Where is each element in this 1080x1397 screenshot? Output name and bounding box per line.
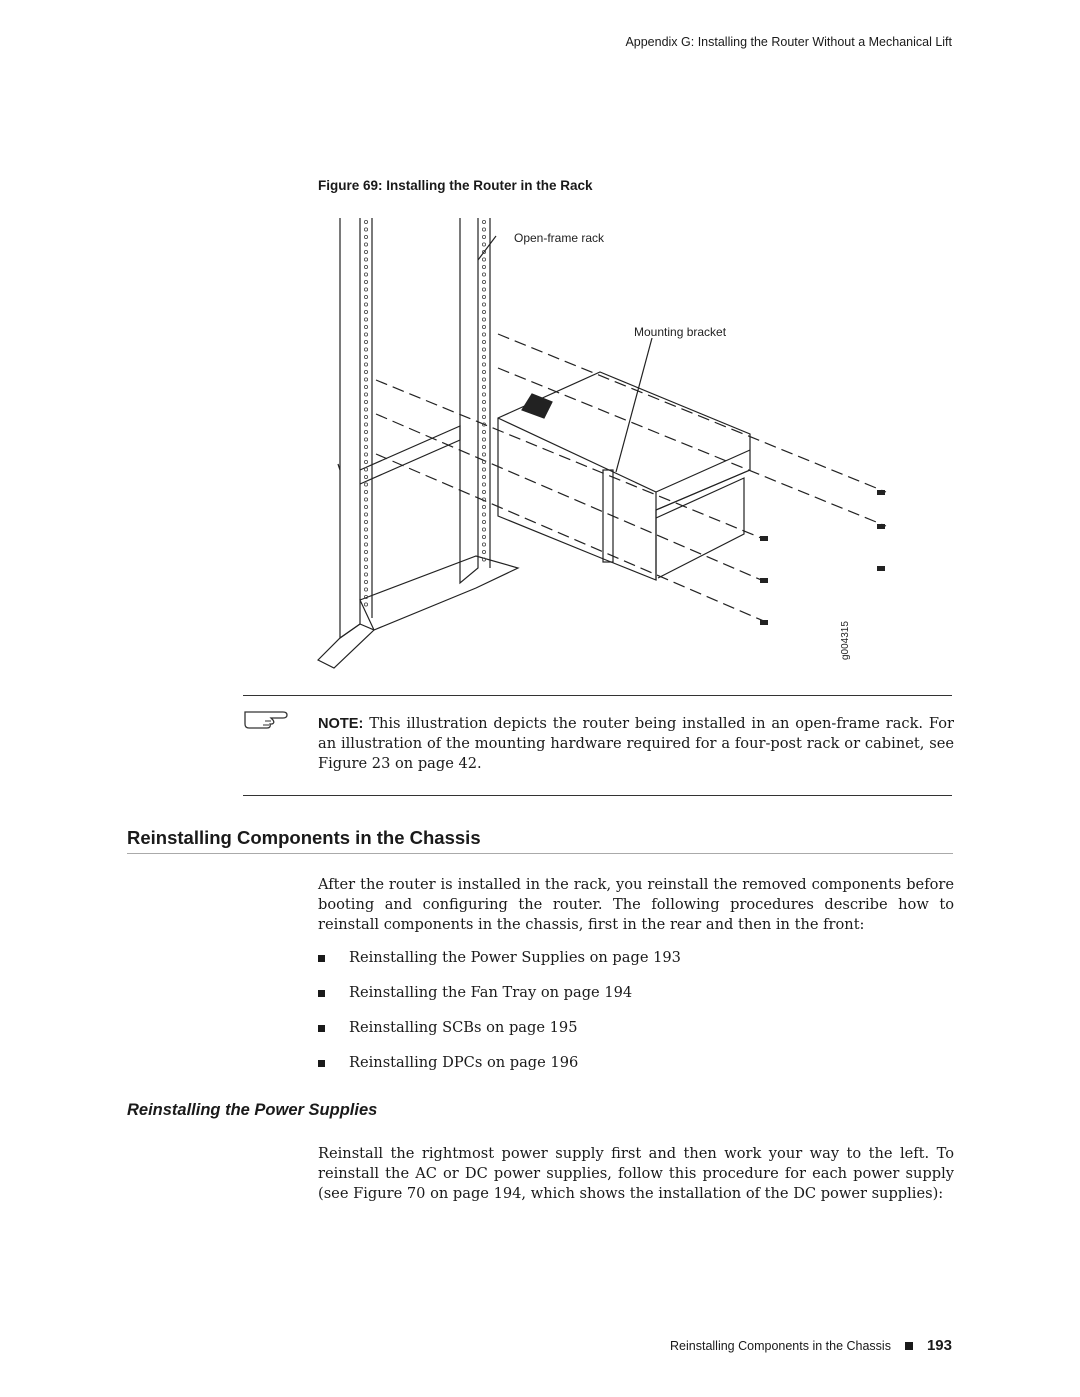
- open-frame-rack-label: Open-frame rack: [514, 231, 605, 245]
- rack-installation-figure: [300, 208, 900, 678]
- subsection-heading: Reinstalling the Power Supplies: [127, 1101, 378, 1119]
- figure-caption: Figure 69: Installing the Router in the Rack: [318, 178, 593, 193]
- note-label: NOTE:: [318, 716, 364, 732]
- mounting-bracket-label: Mounting bracket: [634, 325, 727, 339]
- rack-illustration: [300, 208, 900, 678]
- pointing-hand-icon: [243, 706, 289, 732]
- page-footer: [670, 1337, 952, 1354]
- section-intro-paragraph: After the router is installed in the rack, you reinstall the removed components before booting and configuring the router. The following procedures describe how to reinstall components in the chassis, first in the rear and then in the front:: [318, 876, 954, 933]
- figure-id-label: g004315: [840, 621, 851, 660]
- list-item[interactable]: Reinstalling the Power Supplies on page 193: [318, 948, 681, 983]
- running-header: Appendix G: Installing the Router Without a Mechanical Lift: [625, 35, 952, 49]
- note-top-rule: [243, 695, 952, 696]
- section-heading: Reinstalling Components in the Chassis: [127, 827, 481, 848]
- list-item[interactable]: Reinstalling SCBs on page 195: [318, 1018, 681, 1053]
- footer-section-name: Reinstalling Components in the Chassis: [670, 1338, 891, 1353]
- list-item[interactable]: Reinstalling DPCs on page 196: [318, 1053, 681, 1088]
- note-block: [318, 714, 954, 774]
- list-item[interactable]: Reinstalling the Fan Tray on page 194: [318, 983, 681, 1018]
- page-number: 193: [926, 1337, 952, 1354]
- footer-separator: [905, 1342, 913, 1350]
- note-text: This illustration depicts the router being installed in an open-frame rack. For an illustration of the mounting hardware required for a four-post rack or cabinet, see Figure 23 on page 42.: [318, 715, 954, 772]
- note-bottom-rule: [243, 795, 952, 796]
- section-rule: [127, 853, 953, 854]
- procedure-list: [318, 948, 681, 1088]
- subsection-paragraph: Reinstall the rightmost power supply first and then work your way to the left. To reinstall the AC or DC power supplies, follow this procedure for each power supply (see Figure 70 on page 194, which shows the installation of the DC power supplies):: [318, 1145, 954, 1202]
